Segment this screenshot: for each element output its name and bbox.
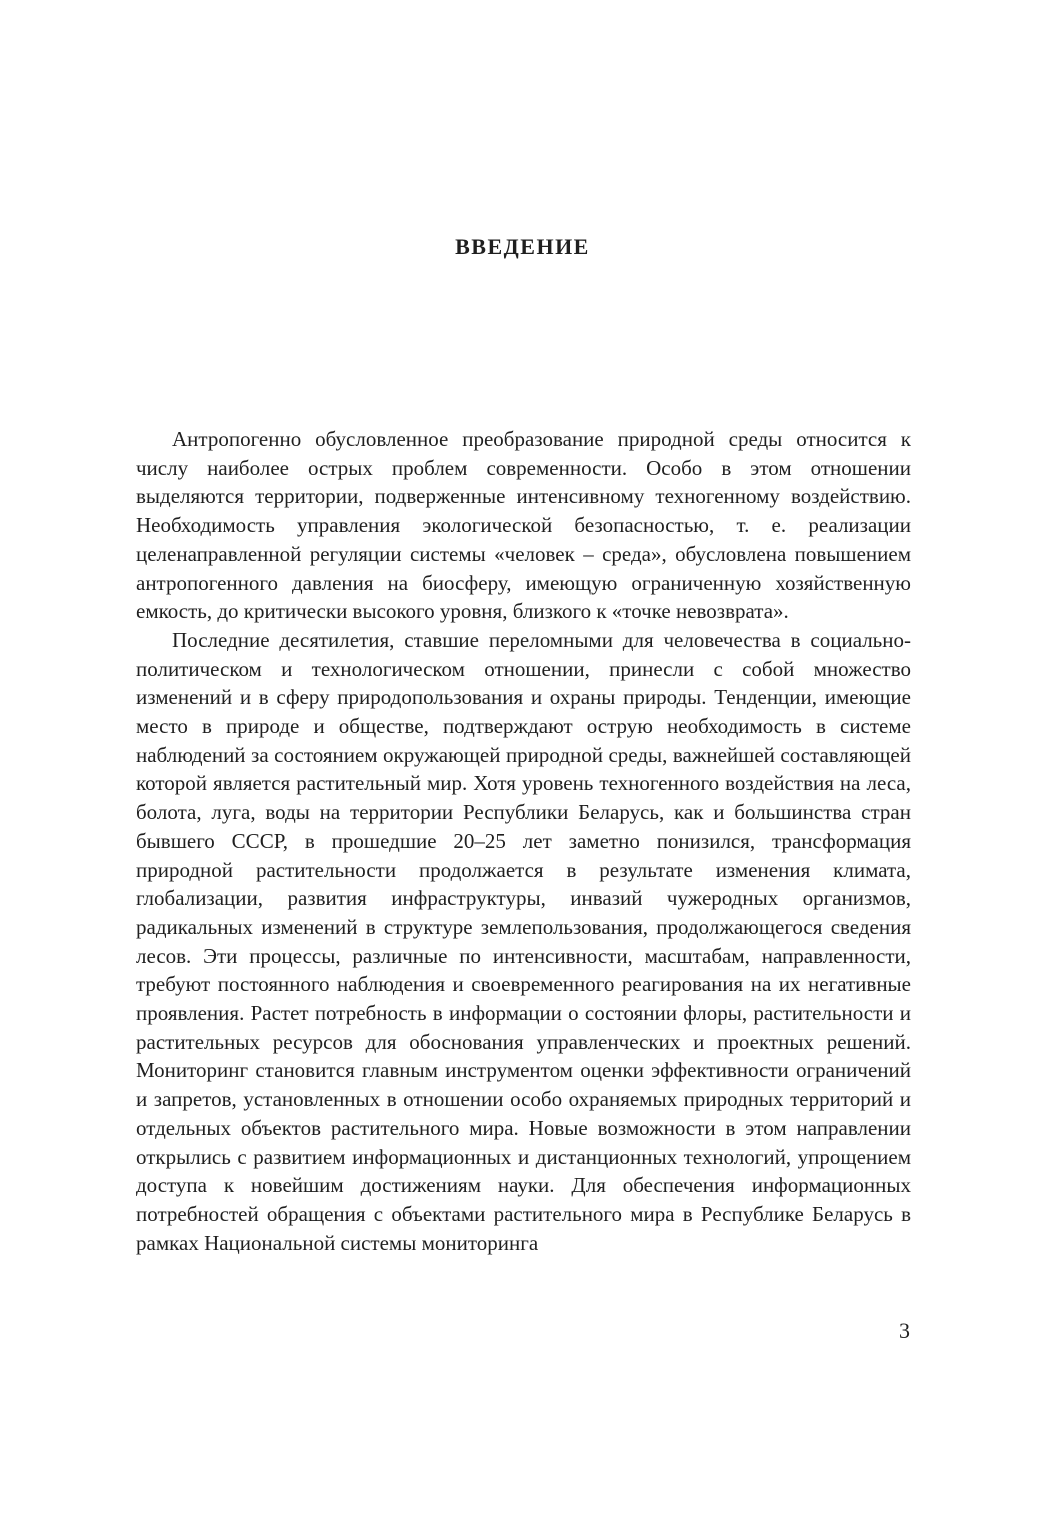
page-number: 3 — [899, 1318, 910, 1343]
paragraph-1: Антропогенно обусловленное преобразование природной среды относится к числу наиболее острых проблем современности. Особо в этом отношении выделяются территории, подверженные интенсивному техногенному воздействию. Необходимость управления экологической безопасностью, т. е. реализации целенаправленной регуляции системы «человек – среда», обусловлена повышением антропогенного давления на биосферу, имеющую ограниченную хозяйственную емкость, до критически высокого уровня, близкого к «точке невозврата». — [136, 427, 911, 624]
paragraph-2: Последние десятилетия, ставшие переломными для человечества в социально-политическом и технологическом отношении, принесли с собой множество изменений и в сферу природопользования и охраны природы. Тенденции, имеющие место в природе и обществе, подтверждают острую необходимость в системе наблюдений за состоянием окружающей природной среды, важнейшей составляющей которой является растительный мир. Хотя уровень техногенного воздействия на леса, болота, луга, воды на территории Республики Беларусь, как и большинства стран бывшего СССР, в прошедшие 20–25 лет заметно понизился, трансформация природной растительности продолжается в результате изменения климата, глобализации, развития инфраструктуры, инвазий чужеродных организмов, радикальных изменений в структуре землепользования, продолжающегося сведения лесов. Эти процессы, различные по интенсивности, масштабам, направленности, требуют постоянного наблюдения и своевременного реагирования на их негативные проявления. Растет потребность в информации о состоянии флоры, растительности и растительных ресурсов для обоснования управленческих и проектных решений. Мониторинг становится главным инструментом оценки эффективности ограничений и запретов, установленных в отношении особо охраняемых природных территорий и отдельных объектов растительного мира. Новые возможности в этом направлении открылись с развитием информационных и дистанционных технологий, упрощением доступа к новейшим достижениям науки. Для обеспечения информационных потребностей обращения с объектами растительного мира в Республике Беларусь в рамках Национальной системы мониторинга — [136, 627, 911, 1255]
page-title: ВВЕДЕНИЕ — [455, 234, 590, 259]
body-text — [136, 425, 911, 1257]
